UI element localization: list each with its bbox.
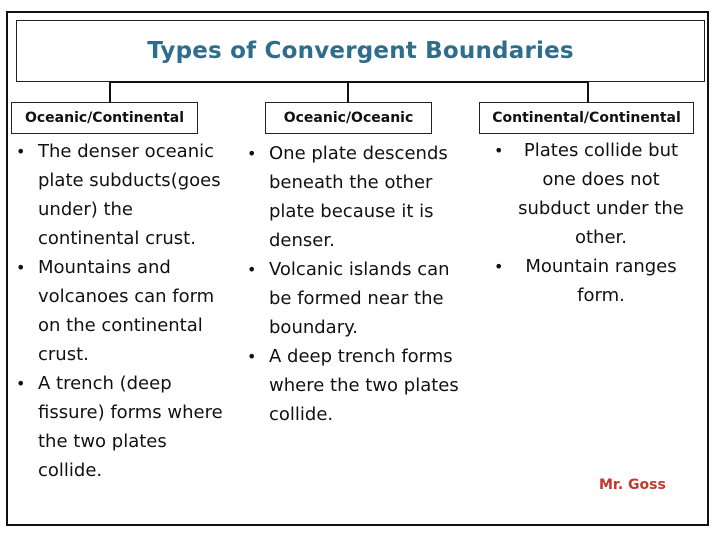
connector-middle-drop: [347, 81, 349, 103]
bullet-dot-icon: •: [247, 144, 257, 163]
bullet-item: • Mountains and volcanoes can form on the continental crust.: [12, 253, 226, 369]
diagram-title: Types of Convergent Boundaries: [147, 38, 574, 64]
bullet-dot-icon: •: [247, 347, 257, 366]
bullet-dot-icon: •: [247, 260, 257, 279]
bullet-list-continental-continental: [494, 136, 694, 310]
bullet-item: • Mountain ranges form.: [494, 252, 694, 310]
heading-label: Oceanic/Oceanic: [283, 110, 414, 126]
heading-continental-continental: [479, 102, 694, 134]
bullet-item: • Volcanic islands can be formed near the boundary.: [243, 255, 468, 342]
heading-oceanic-oceanic: [265, 102, 432, 134]
bullet-list-oceanic-oceanic: [243, 139, 468, 429]
connector-right-drop: [587, 81, 589, 103]
bullet-item: • A trench (deep fissure) forms where the two plates collide.: [12, 369, 226, 485]
bullet-dot-icon: •: [494, 257, 504, 276]
author-credit: Mr. Goss: [599, 477, 666, 493]
bullet-list-oceanic-continental: [12, 137, 226, 485]
connector-horizontal: [109, 81, 589, 83]
bullet-item: • The denser oceanic plate subducts(goes under) the continental crust.: [12, 137, 226, 253]
bullet-dot-icon: •: [16, 142, 26, 161]
bullet-item: • A deep trench forms where the two plates collide.: [243, 342, 468, 429]
bullet-dot-icon: •: [16, 258, 26, 277]
bullet-dot-icon: •: [16, 374, 26, 393]
heading-label: Oceanic/Continental: [24, 110, 185, 126]
heading-oceanic-continental: [11, 102, 198, 134]
connector-left-drop: [109, 81, 111, 103]
title-box: [16, 20, 705, 82]
bullet-dot-icon: •: [494, 141, 504, 160]
bullet-item: • One plate descends beneath the other plate because it is denser.: [243, 139, 468, 255]
bullet-item: • Plates collide but one does not subduct under the other.: [494, 136, 694, 252]
heading-label: Continental/Continental: [492, 110, 681, 126]
